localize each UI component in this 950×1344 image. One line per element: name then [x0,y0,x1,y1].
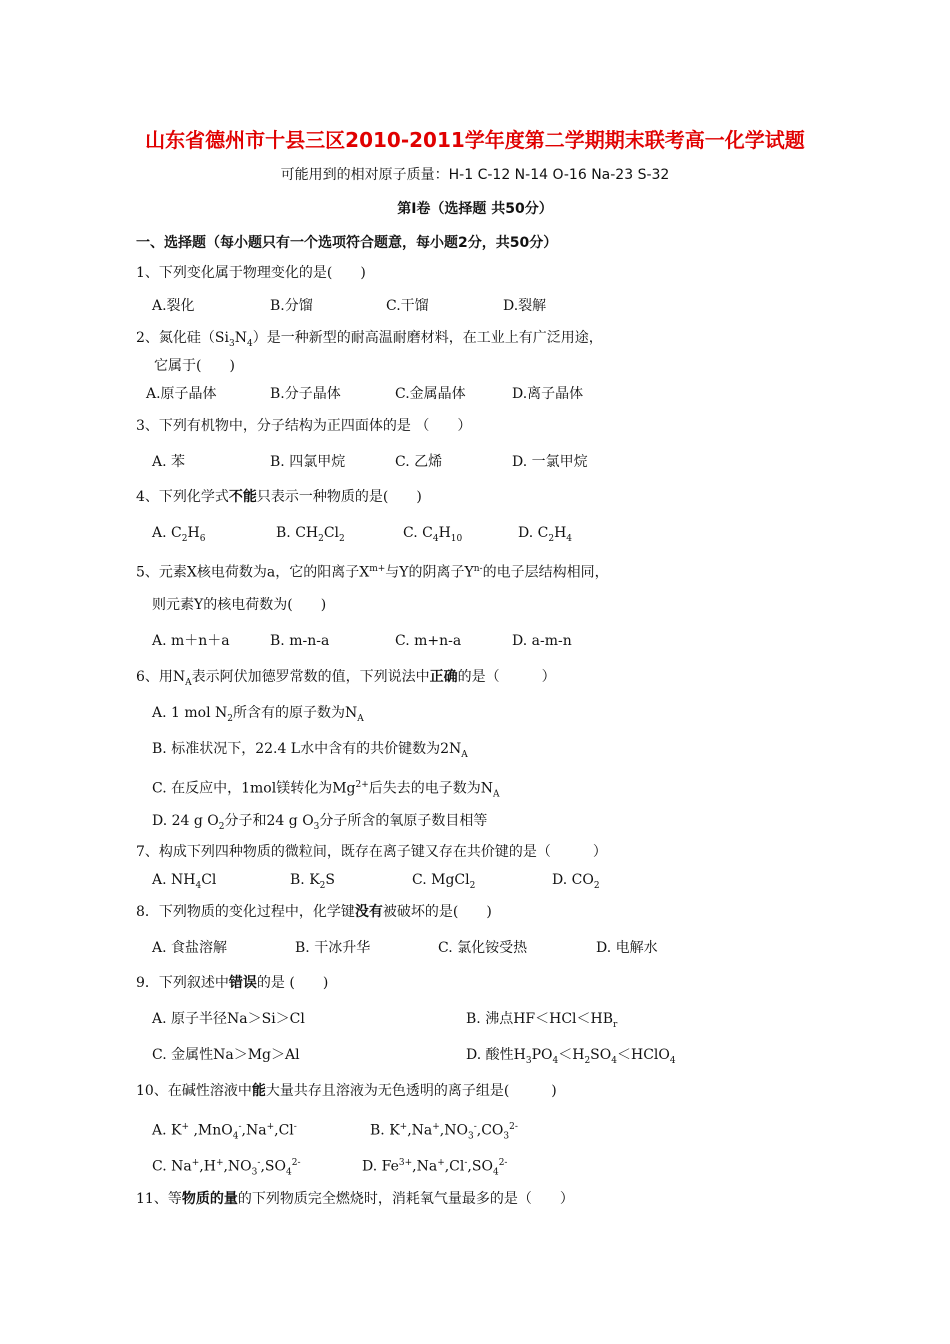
question-4-option-a: A. $C_2H_6$ [152,525,206,544]
question-10-stem: 10、在碱性溶液中能大量共存且溶液为无色透明的离子组是( ) [136,1083,557,1099]
question-4-option-c: C. $C_4H_{10}$ [403,525,463,544]
question-3-option-b: B. 四氯甲烷 [270,454,346,470]
question-9-option-b: B. 沸点$HF<HCl<HB_r$ [466,1011,618,1030]
question-8-option-b: B. 干冰升华 [295,940,371,956]
question-10-option-b: B. $K^+,Na^+,NO_3^-,CO_3^{2-}$ [370,1122,518,1142]
question-3-option-a: A. 苯 [152,454,186,470]
question-7-stem: 7、构成下列四种物质的微粒间，既存在离子键又存在共价键的是（ ） [136,844,607,860]
question-9-option-a: A. 原子半径Na＞Si＞Cl [152,1011,305,1027]
question-9-stem: 9．下列叙述中错误的是 ( ) [136,975,329,991]
question-2-stem-line2: 它属于( ) [154,358,235,374]
question-10-option-c: C. $Na^+,H^+,NO_3^-,SO_4^{2-}$ [152,1158,301,1178]
question-8-stem: 8．下列物质的变化过程中，化学键没有被破坏的是( ) [136,904,492,920]
question-5-option-d: D. a-m-n [512,633,572,649]
question-1-option-c: C.干馏 [386,298,429,314]
question-4-option-d: D. $C_2H_4$ [518,525,573,544]
question-6-option-d: D. 24 g $O_2$分子和24 g $O_3$分子所含的氧原子数目相等 [152,813,488,832]
question-5-option-c: C. m+n-a [395,633,462,649]
question-2-option-a: A.原子晶体 [146,386,217,402]
question-2-option-d: D.离子晶体 [512,386,584,402]
question-1-stem: 1、下列变化属于物理变化的是( ) [136,265,366,281]
question-5-option-b: B. m-n-a [270,633,330,649]
question-11-stem: 11、等物质的量的下列物质完全燃烧时，消耗氧气量最多的是（ ） [136,1191,574,1207]
question-6-stem: 6、用$N_A$表示阿伏加德罗常数的值，下列说法中正确的是（ ） [136,669,556,688]
question-10-option-d: D. $Fe^{3+},Na^+,Cl^-,SO_4^{2-}$ [362,1158,508,1178]
question-2-stem: 2、氮化硅$(Si_3N_4)$是一种新型的耐高温耐磨材料，在工业上有广泛用途， [136,330,603,349]
atomic-masses-note: 可能用到的相对原子质量：H-1 C-12 N-14 O-16 Na-23 S-32 [280,167,670,183]
question-6-option-b: B. 标准状况下，22.4 L水中含有的共价键数为$2N_A$ [152,741,468,760]
question-8-option-c: C. 氯化铵受热 [438,940,528,956]
question-6-option-c: C. 在反应中，1mol镁转化为$Mg^{2+}$后失去的电子数为$N_A$ [152,780,500,800]
question-1-option-d: D.裂解 [503,298,547,314]
question-1-option-a: A.裂化 [152,298,195,314]
question-7-option-b: B. $K_2S$ [290,872,335,891]
question-5-stem-line2: 则元素Y的核电荷数为( ) [152,597,327,613]
question-8-option-a: A. 食盐溶解 [152,940,228,956]
question-9-option-d: D. 酸性$H_3PO_4<H_2SO_4<HClO_4$ [466,1047,676,1066]
question-4-option-b: B. $CH_2Cl_2$ [276,525,345,544]
question-5-option-a: A. m＋n＋a [152,633,230,649]
question-5-stem: 5、元素X核电荷数为a，它的阳离子$X^{m+}$与Y的阴离子$Y^{n-}$的电子层结构相同， [136,564,609,581]
question-6-option-a: A. 1 mol $N_2$所含有的原子数为$N_A$ [152,705,364,724]
question-7-option-c: C. MgCl$_2$ [412,872,476,891]
question-3-stem: 3、下列有机物中，分子结构为正四面体的是 （ ） [136,418,472,434]
question-1-option-b: B.分馏 [270,298,313,314]
question-10-option-a: A. K+ ,MnO$_4$-,Na+,Cl- [152,1122,297,1142]
question-3-option-d: D. 一氯甲烷 [512,454,588,470]
question-4-stem: 4、下列化学式不能只表示一种物质的是( ) [136,489,422,505]
volume-heading: 第I卷（选择题 共50分） [397,201,553,217]
question-8-option-d: D. 电解水 [596,940,658,956]
section-heading: 一、选择题（每小题只有一个选项符合题意，每小题2分，共50分） [136,235,558,251]
question-7-option-d: D. $CO_2$ [552,872,600,891]
question-2-option-c: C.金属晶体 [395,386,466,402]
question-2-option-b: B.分子晶体 [270,386,341,402]
exam-title: 山东省德州市十县三区2010-2011学年度第二学期期末联考高一化学试题 [145,128,805,152]
question-9-option-c: C. 金属性Na＞Mg＞Al [152,1047,300,1063]
question-3-option-c: C. 乙烯 [395,454,443,470]
question-7-option-a: A. $NH_4Cl$ [152,872,217,891]
